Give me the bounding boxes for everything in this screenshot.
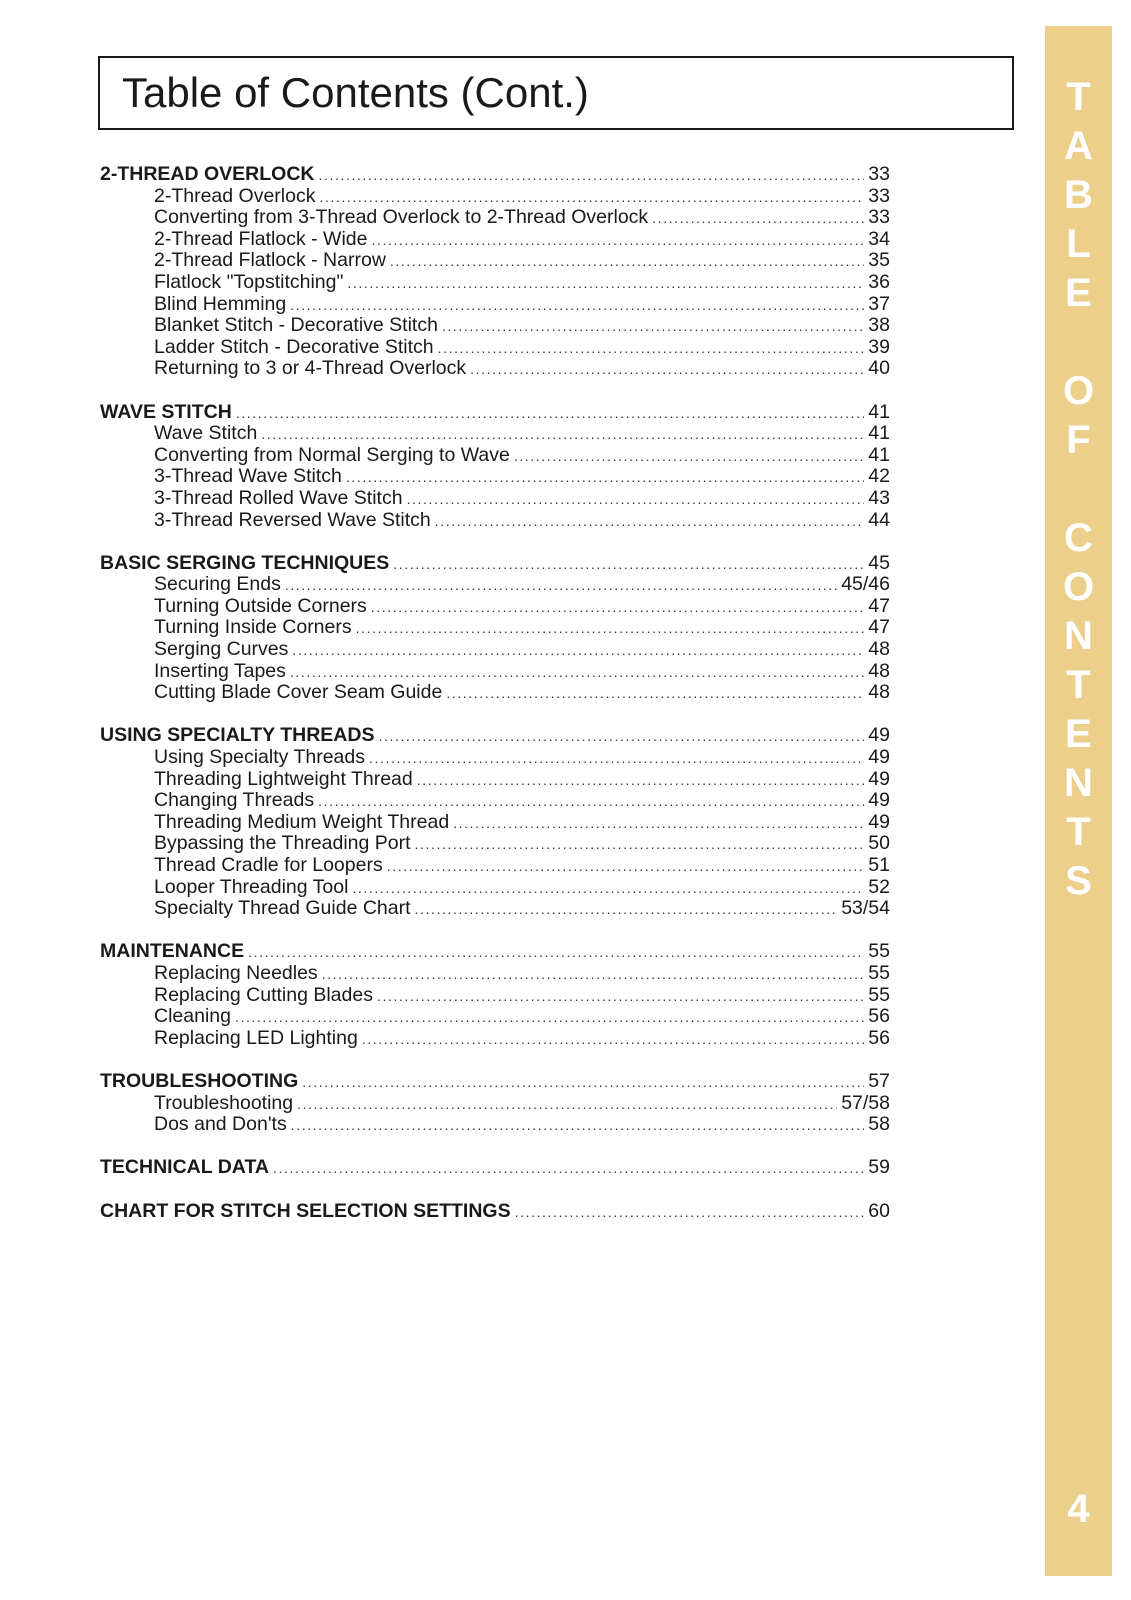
toc-entry [100,877,890,899]
dot-leader [290,295,864,317]
toc-page-number: 45 [868,551,890,574]
toc-page-number: 41 [868,443,890,466]
toc-entry-title: 3-Thread Reversed Wave Stitch [154,508,431,531]
dot-leader [347,273,864,295]
table-of-contents [100,164,890,1244]
toc-entry [100,769,890,791]
dot-leader [346,467,864,489]
dot-leader [318,791,864,813]
toc-page-number: 44 [868,508,890,531]
dot-leader [377,986,864,1008]
toc-section-heading [100,941,890,963]
toc-entry-title: 3-Thread Wave Stitch [154,465,342,488]
dot-leader [393,554,864,576]
dot-leader [470,359,864,381]
title-box [98,56,1014,130]
toc-section-heading [100,164,890,186]
toc-page-number: 49 [868,789,890,812]
sidebar-letter: N [1064,761,1093,805]
toc-entry-title: Turning Outside Corners [154,594,367,617]
dot-leader [435,511,865,533]
toc-entry [100,1093,890,1115]
toc-page-number: 35 [868,249,890,272]
dot-leader [515,1202,865,1224]
dot-leader [236,403,864,425]
toc-entry-title: Threading Lightweight Thread [154,767,413,790]
toc-entry-title: Replacing LED Lighting [154,1026,358,1049]
toc-entry-title: Wave Stitch [154,422,258,445]
toc-entry [100,682,890,704]
toc-section [100,402,890,532]
toc-page-number: 33 [868,184,890,207]
toc-entry [100,488,890,510]
toc-entry [100,639,890,661]
toc-entry-title: Turning Inside Corners [154,616,352,639]
sidebar-letter: F [1066,418,1091,462]
sidebar-tab [1045,26,1112,1576]
toc-entry-title: Looper Threading Tool [154,875,349,898]
toc-entry-title: Bypassing the Threading Port [154,832,411,855]
toc-entry [100,812,890,834]
toc-page-number: 59 [868,1156,890,1179]
toc-page-number: 45/46 [841,573,890,596]
toc-entry-title: CHART FOR STITCH SELECTION SETTINGS [100,1199,511,1222]
toc-page-number: 57/58 [841,1091,890,1114]
toc-entry [100,294,890,316]
toc-section-heading [100,1201,890,1223]
sidebar-letter: E [1065,712,1092,756]
sidebar-letter: E [1065,271,1092,315]
toc-page-number: 40 [868,357,890,380]
toc-entry [100,250,890,272]
toc-entry-title: TECHNICAL DATA [100,1156,269,1179]
toc-entry [100,229,890,251]
toc-page-number: 36 [868,270,890,293]
sidebar-letter: N [1064,614,1093,658]
sidebar-letter: S [1065,859,1092,903]
dot-leader [415,899,838,921]
toc-entry-title: Cutting Blade Cover Seam Guide [154,681,443,704]
dot-leader [378,726,864,748]
toc-page-number: 56 [868,1026,890,1049]
toc-section [100,1071,890,1136]
toc-entry [100,833,890,855]
sidebar-letter: C [1064,516,1093,560]
toc-entry-title: Thread Cradle for Loopers [154,854,383,876]
toc-entry-title: USING SPECIALTY THREADS [100,724,375,747]
toc-entry [100,466,890,488]
dot-leader [291,1115,865,1137]
toc-entry-title: Threading Medium Weight Thread [154,810,450,833]
toc-page-number: 38 [868,314,890,337]
toc-entry [100,985,890,1007]
dot-leader [407,489,865,511]
toc-entry-title: TROUBLESHOOTING [100,1069,299,1092]
page-title: Table of Contents (Cont.) [122,69,589,116]
toc-page-number: 52 [868,875,890,898]
toc-section [100,164,890,380]
toc-entry [100,337,890,359]
toc-entry [100,1114,890,1136]
toc-entry-title: Converting from Normal Serging to Wave [154,443,510,466]
toc-entry [100,207,890,229]
toc-entry-title: Serging Curves [154,638,289,661]
dot-leader [261,424,864,446]
dot-leader [248,942,864,964]
toc-page-number: 56 [868,1005,890,1028]
toc-page-number: 49 [868,724,890,747]
toc-entry-title: 2-Thread Flatlock - Wide [154,227,368,250]
toc-page-number: 51 [868,854,890,876]
toc-entry [100,617,890,639]
dot-leader [415,834,865,856]
dot-leader [514,446,864,468]
toc-entry-title: Troubleshooting [154,1091,294,1114]
dot-leader [446,683,864,705]
toc-page-number: 42 [868,465,890,488]
toc-entry [100,358,890,380]
sidebar-letter: T [1066,663,1091,707]
toc-page-number: 33 [868,163,890,185]
dot-leader [390,251,864,273]
toc-entry [100,445,890,467]
dot-leader [285,575,837,597]
toc-page-number: 43 [868,486,890,509]
toc-entry [100,596,890,618]
toc-entry-title: Replacing Needles [154,961,318,984]
toc-page-number: 34 [868,227,890,250]
dot-leader [438,338,865,360]
dot-leader [362,1029,864,1051]
dot-leader [652,208,864,230]
toc-entry-title: 2-Thread Flatlock - Narrow [154,249,386,272]
toc-entry-title: Using Specialty Threads [154,746,365,769]
toc-entry-title: Securing Ends [154,573,281,596]
dot-leader [322,964,865,986]
toc-page-number: 55 [868,983,890,1006]
toc-page-number: 57 [868,1069,890,1092]
toc-entry-title: Converting from 3-Thread Overlock to 2-Thread Overlock [154,206,649,229]
dot-leader [369,748,864,770]
toc-entry-title: Replacing Cutting Blades [154,983,373,1006]
sidebar-letter: L [1066,222,1091,266]
sidebar-letter: O [1062,565,1095,609]
dot-leader [302,1072,864,1094]
toc-entry [100,963,890,985]
dot-leader [235,1007,864,1029]
toc-page-number: 39 [868,335,890,358]
toc-section-heading [100,402,890,424]
dot-leader [453,813,864,835]
toc-section [100,1157,890,1179]
toc-page-number: 48 [868,638,890,661]
dot-leader [417,770,865,792]
toc-entry-title: 2-Thread Overlock [154,184,316,207]
toc-page-number: 55 [868,961,890,984]
dot-leader [319,187,864,209]
toc-section [100,553,890,704]
sidebar-letter: O [1062,369,1095,413]
toc-section-heading [100,1071,890,1093]
toc-entry [100,1028,890,1050]
dot-leader [356,618,865,640]
toc-page-number: 50 [868,832,890,855]
toc-page-number: 47 [868,616,890,639]
page-number: 4 [1067,1487,1090,1531]
dot-leader [273,1158,864,1180]
toc-entry-title: Specialty Thread Guide Chart [154,897,411,920]
toc-entry-title: Ladder Stitch - Decorative Stitch [154,335,434,358]
toc-page-number: 41 [868,422,890,445]
toc-entry [100,790,890,812]
toc-section-heading [100,1157,890,1179]
dot-leader [387,856,865,878]
toc-page-number: 41 [868,400,890,423]
sidebar-letter: A [1064,124,1093,168]
sidebar-letter: T [1066,810,1091,854]
toc-entry-title: Flatlock "Topstitching" [154,270,344,293]
toc-page-number: 48 [868,659,890,682]
toc-page-number: 53/54 [841,897,890,920]
dot-leader [292,640,864,662]
toc-entry [100,423,890,445]
toc-entry-title: MAINTENANCE [100,940,245,963]
toc-entry-title: 3-Thread Rolled Wave Stitch [154,486,403,509]
toc-page-number: 49 [868,767,890,790]
toc-entry [100,661,890,683]
toc-page-number: 55 [868,940,890,963]
toc-entry-title: Blanket Stitch - Decorative Stitch [154,314,438,337]
toc-entry [100,747,890,769]
toc-page-number: 48 [868,681,890,704]
toc-entry-title: Dos and Don'ts [154,1113,287,1136]
toc-entry [100,315,890,337]
toc-entry-title: BASIC SERGING TECHNIQUES [100,551,390,574]
toc-page-number: 49 [868,810,890,833]
toc-page-number: 49 [868,746,890,769]
toc-page-number: 47 [868,594,890,617]
toc-entry [100,898,890,920]
toc-section-heading [100,725,890,747]
dot-leader [290,662,864,684]
sidebar-letter: T [1066,75,1091,119]
toc-entry-title: Returning to 3 or 4-Thread Overlock [154,357,467,380]
toc-page-number: 33 [868,206,890,229]
toc-entry-title: Cleaning [154,1005,231,1028]
toc-section-heading [100,553,890,575]
toc-page-number: 60 [868,1199,890,1222]
toc-section [100,1201,890,1223]
dot-leader [297,1094,837,1116]
dot-leader [319,165,865,187]
toc-section [100,941,890,1049]
toc-entry [100,855,890,877]
dot-leader [371,597,865,619]
toc-entry-title: WAVE STITCH [100,400,232,423]
toc-entry [100,186,890,208]
toc-entry-title: 2-THREAD OVERLOCK [100,163,315,185]
toc-entry-title: Changing Threads [154,789,315,812]
toc-entry-title: Inserting Tapes [154,659,286,682]
toc-entry [100,510,890,532]
toc-entry-title: Blind Hemming [154,292,287,315]
toc-page-number: 58 [868,1113,890,1136]
toc-entry [100,574,890,596]
dot-leader [352,878,864,900]
toc-entry [100,272,890,294]
toc-entry [100,1006,890,1028]
toc-page-number: 37 [868,292,890,315]
sidebar-letter: B [1064,173,1093,217]
dot-leader [442,316,864,338]
dot-leader [371,230,864,252]
toc-section [100,725,890,919]
